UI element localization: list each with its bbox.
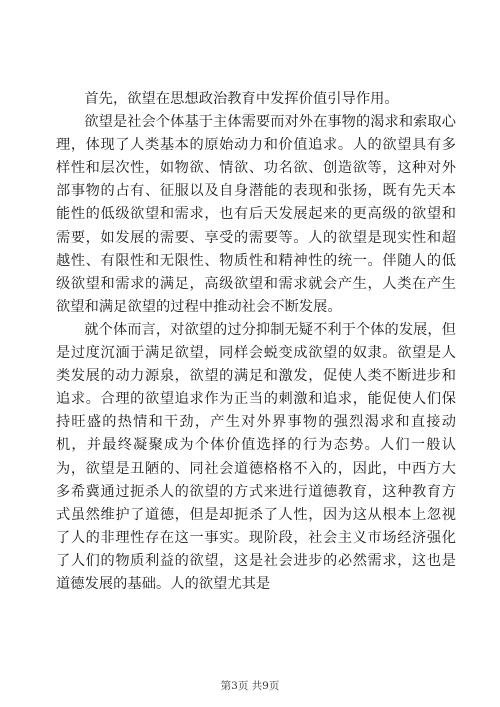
paragraph-individual-perspective: 就个体而言，对欲望的过分抑制无疑不利于个体的发展，但是过度沉湎于满足欲望，同样会蜕变成欲望的奴隶。欲望是人类发展的动力源泉，欲望的满足和激发，促使人类不断进步和追求。合理的欲望追求作为正当的刺激和追求，能促使人们保持旺盛的热情和干劲，产生对外界事物的强烈渴求和直接动机，并最终凝聚成为个体价值选择的行为态势。人们一般认为，欲望是丑陋的、同社会道德格格不入的，因此，中西方大多希冀通过扼杀人的欲望的方式来进行道德教育，这种教育方式虽然维护了道德，但是却扼杀了人性，因为这从根本上忽视了人的非理性存在这一事实。现阶段，社会主义市场经济强化了人们的物质利益的欲望，这是社会进步的必然需求，这也是道德发展的基础。人的欲望尤其是 (56, 321, 456, 592)
page-number-footer: 第3页 共9页 (220, 680, 280, 692)
paragraph-heading: 首先，欲望在思想政治教育中发挥价值引导作用。 (84, 91, 399, 107)
document-body (56, 88, 456, 596)
paragraph-desire-definition: 欲望是社会个体基于主体需要而对外在事物的渴求和索取心理，体现了人类基本的原始动力和价值追求。人的欲望具有多样性和层次性，如物欲、情欲、功名欲、创造欲等，这种对外部事物的占有、征服以及自身潜能的表现和张扬，既有先天本能性的低级欲望和需求，也有后天发展起来的更高级的欲望和需要，如发展的需要、享受的需要等。人的欲望是现实性和超越性、有限性和无限性、物质性和精神性的统一。伴随人的低级欲望和需求的满足，高级欲望和需求就会产生，人类在产生欲望和满足欲望的过程中推动社会不断发展。 (56, 114, 456, 315)
